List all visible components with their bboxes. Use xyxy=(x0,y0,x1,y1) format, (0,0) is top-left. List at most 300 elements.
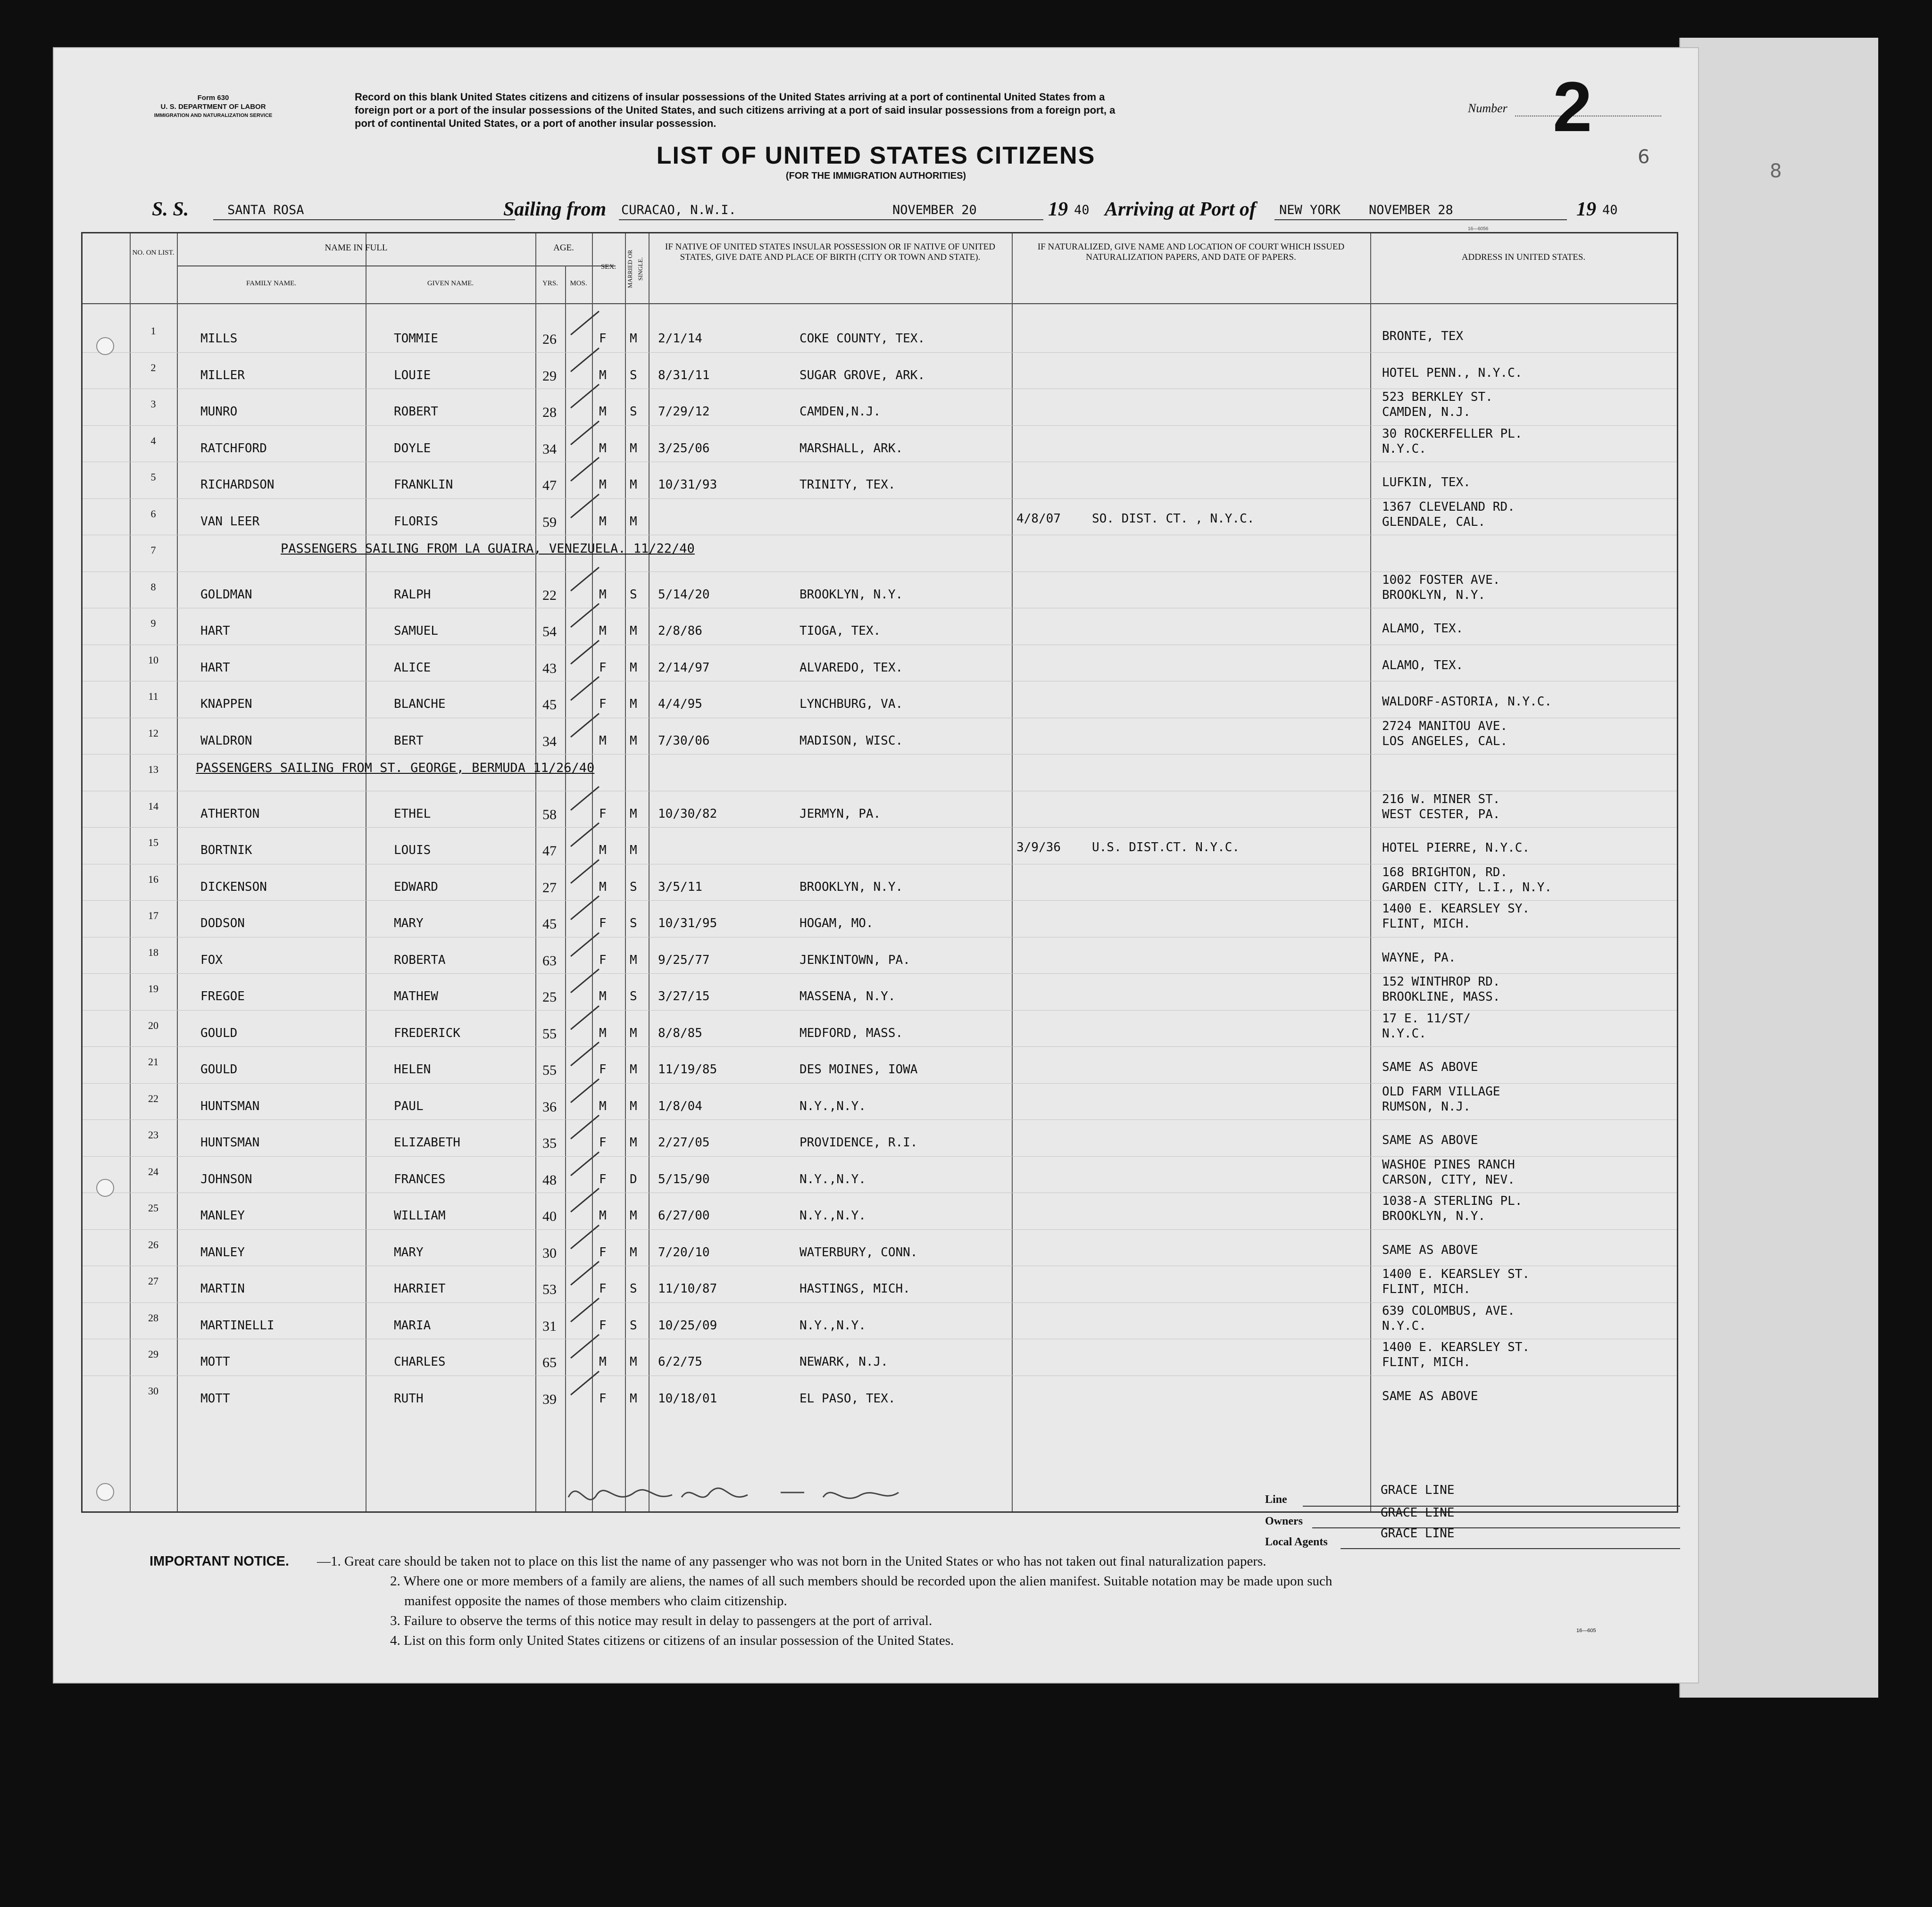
manifest-sheet xyxy=(53,47,1699,1683)
family-name: RICHARDSON xyxy=(200,478,275,492)
record-line-2: foreign port or a port of the insular possessions of the United States, and such citizens arriving at a port of said insular possessions from a foreign port, a xyxy=(355,104,1116,116)
sailing-date-underline xyxy=(871,219,1043,220)
form-number: Form 630 xyxy=(197,94,229,102)
row-divider xyxy=(83,1083,1677,1084)
check-mark xyxy=(568,674,601,703)
age-years: 59 xyxy=(542,514,557,530)
address-line-2: FLINT, MICH. xyxy=(1382,917,1471,931)
row-number: 28 xyxy=(148,1311,158,1324)
birth-date: 2/27/05 xyxy=(658,1136,710,1150)
row-divider xyxy=(83,1010,1677,1011)
age-years: 58 xyxy=(542,806,557,822)
given-name: CHARLES xyxy=(394,1355,446,1369)
given-name: FLORIS xyxy=(394,514,438,529)
notice-item-2-continued: manifest opposite the names of those members who claim citizenship. xyxy=(404,1593,787,1609)
check-mark xyxy=(568,857,601,886)
name-subheader-line xyxy=(177,265,616,266)
header-given-name: GIVEN NAME. xyxy=(427,280,474,287)
address-line-2: N.Y.C. xyxy=(1382,1318,1426,1333)
given-name: ALICE xyxy=(394,660,431,675)
family-name: HUNTSMAN xyxy=(200,1136,260,1150)
age-years: 30 xyxy=(542,1245,557,1261)
sex: M xyxy=(599,368,607,382)
header-no-on-list: NO. ON LIST. xyxy=(132,249,175,257)
family-name: MUNRO xyxy=(200,405,238,419)
sex: F xyxy=(599,953,607,967)
section-heading: PASSENGERS SAILING FROM LA GUAIRA, VENEZUELA. 11/22/40 xyxy=(281,541,695,556)
family-name: GOLDMAN xyxy=(200,587,252,602)
birth-place: MEDFORD, MASS. xyxy=(799,1026,903,1040)
age-years: 47 xyxy=(542,843,557,859)
row-number: 19 xyxy=(148,983,158,995)
given-name: RUTH xyxy=(394,1391,424,1406)
check-mark xyxy=(568,1223,601,1251)
birth-place: CAMDEN,N.J. xyxy=(799,405,881,419)
birth-place: PROVIDENCE, R.I. xyxy=(799,1136,918,1150)
check-mark xyxy=(568,894,601,922)
family-name: MOTT xyxy=(200,1355,230,1369)
given-name: FRANCES xyxy=(394,1172,446,1186)
marital-status: M xyxy=(630,478,637,492)
check-mark xyxy=(568,930,601,959)
naturalization-court: SO. DIST. CT. , N.Y.C. xyxy=(1092,511,1255,526)
given-name: FREDERICK xyxy=(394,1026,460,1040)
birth-place: N.Y.,N.Y. xyxy=(799,1209,866,1223)
notice-item-3: 3. Failure to observe the terms of this notice may result in delay to passengers at the port of arrival. xyxy=(390,1613,933,1628)
arrival-year-prefix: 19 xyxy=(1576,199,1596,220)
sex: M xyxy=(599,624,607,638)
marital-status: M xyxy=(630,1245,637,1260)
row-number: 2 xyxy=(150,361,156,373)
ship-name: SANTA ROSA xyxy=(227,203,304,217)
address-line-1: 17 E. 11/ST/ xyxy=(1382,1011,1471,1026)
sailing-from-underline xyxy=(619,219,902,220)
row-number: 16 xyxy=(148,873,158,885)
binder-hole xyxy=(96,337,114,355)
sex: M xyxy=(599,478,607,492)
birth-date: 3/5/11 xyxy=(658,879,702,894)
row-number: 23 xyxy=(148,1129,158,1141)
given-name: HELEN xyxy=(394,1062,431,1077)
family-name: MANLEY xyxy=(200,1245,245,1260)
age-years: 48 xyxy=(542,1172,557,1188)
arrival-date: NOVEMBER 28 xyxy=(1369,203,1453,217)
address-line-1: SAME AS ABOVE xyxy=(1382,1060,1478,1074)
row-number: 27 xyxy=(148,1275,158,1287)
age-years: 29 xyxy=(542,368,557,384)
age-years: 43 xyxy=(542,660,557,676)
birth-place: N.Y.,N.Y. xyxy=(799,1099,866,1113)
birth-place: LYNCHBURG, VA. xyxy=(799,697,903,711)
row-number: 8 xyxy=(150,580,156,593)
sex: M xyxy=(599,733,607,748)
row-divider xyxy=(83,754,1677,755)
age-years: 36 xyxy=(542,1099,557,1115)
row-number: 20 xyxy=(148,1019,158,1031)
sex: F xyxy=(599,1062,607,1077)
margin-number: 6 xyxy=(1638,146,1650,168)
row-divider xyxy=(83,1229,1677,1230)
birth-place: SUGAR GROVE, ARK. xyxy=(799,368,925,382)
address-line-1: SAME AS ABOVE xyxy=(1382,1389,1478,1403)
sex: M xyxy=(599,587,607,602)
check-mark xyxy=(568,1003,601,1032)
check-mark xyxy=(568,1077,601,1105)
check-mark xyxy=(568,967,601,995)
naturalization-court: U.S. DIST.CT. N.Y.C. xyxy=(1092,840,1240,854)
row-number: 7 xyxy=(150,544,156,556)
birth-place: DES MOINES, IOWA xyxy=(799,1062,918,1077)
row-divider xyxy=(83,1046,1677,1047)
birth-date: 6/27/00 xyxy=(658,1209,710,1223)
birth-place: BROOKLYN, N.Y. xyxy=(799,587,903,602)
row-number: 26 xyxy=(148,1238,158,1251)
marital-status: M xyxy=(630,953,637,967)
given-name: MATHEW xyxy=(394,989,438,1003)
sex: F xyxy=(599,1245,607,1260)
local-agents-underline xyxy=(1341,1548,1680,1549)
check-mark xyxy=(568,419,601,447)
age-years: 34 xyxy=(542,733,557,749)
given-name: BLANCHE xyxy=(394,697,446,711)
header-birth-info: IF NATIVE OF UNITED STATES INSULAR POSSESSION OR IF NATIVE OF UNITED STATES, GIVE DATE AND PLACE OF BIRTH (CITY OR TOWN AND STATE). xyxy=(665,242,995,262)
birth-date: 2/8/86 xyxy=(658,624,702,638)
underlying-page xyxy=(1679,38,1878,1698)
birth-place: EL PASO, TEX. xyxy=(799,1391,896,1406)
birth-date: 10/30/82 xyxy=(658,806,717,821)
sex: M xyxy=(599,514,607,529)
birth-date: 1/8/04 xyxy=(658,1099,702,1113)
sex: M xyxy=(599,989,607,1003)
birth-place: HOGAM, MO. xyxy=(799,916,874,930)
row-number: 13 xyxy=(148,763,158,775)
marital-status: S xyxy=(630,405,637,419)
row-divider xyxy=(83,1119,1677,1120)
address-line-1: 2724 MANITOU AVE. xyxy=(1382,719,1508,733)
ss-label: S. S. xyxy=(152,199,189,220)
row-divider xyxy=(83,1156,1677,1157)
check-mark xyxy=(568,382,601,410)
address-line-1: WASHOE PINES RANCH xyxy=(1382,1157,1515,1172)
given-name: DOYLE xyxy=(394,441,431,456)
sex: F xyxy=(599,1318,607,1333)
header-married-single: MARRIED OR SINGLE. xyxy=(626,249,644,288)
address-line-1: 168 BRIGHTON, RD. xyxy=(1382,865,1508,879)
header-name-in-full: NAME IN FULL xyxy=(325,243,388,253)
family-name: GOULD xyxy=(200,1026,238,1040)
voyage-line xyxy=(53,198,1699,226)
col-divider xyxy=(565,265,566,1511)
marital-status: M xyxy=(630,806,637,821)
birth-place: MADISON, WISC. xyxy=(799,733,903,748)
birth-date: 10/31/93 xyxy=(658,478,717,492)
marital-status: M xyxy=(630,660,637,675)
check-mark xyxy=(568,1332,601,1360)
birth-place: ALVAREDO, TEX. xyxy=(799,660,903,675)
row-divider xyxy=(83,498,1677,499)
family-name: JOHNSON xyxy=(200,1172,252,1186)
birth-date: 10/18/01 xyxy=(658,1391,717,1406)
header-naturalization: IF NATURALIZED, GIVE NAME AND LOCATION OF COURT WHICH ISSUED NATURALIZATION PAPERS, AND DATE OF PAPERS. xyxy=(1037,242,1345,262)
check-mark xyxy=(568,1296,601,1324)
birth-date: 9/25/77 xyxy=(658,953,710,967)
row-number: 29 xyxy=(148,1348,158,1360)
birth-date: 11/10/87 xyxy=(658,1282,717,1296)
marital-status: D xyxy=(630,1172,637,1186)
sex: F xyxy=(599,332,607,346)
sex: M xyxy=(599,843,607,857)
row-number: 12 xyxy=(148,727,158,739)
family-name: FREGOE xyxy=(200,989,245,1003)
birth-place: MARSHALL, ARK. xyxy=(799,441,903,456)
birth-place: WATERBURY, CONN. xyxy=(799,1245,918,1260)
address-line-2: WEST CESTER, PA. xyxy=(1382,807,1500,821)
given-name: ELIZABETH xyxy=(394,1136,460,1150)
row-divider xyxy=(83,973,1677,974)
naturalization-date: 3/9/36 xyxy=(1016,840,1061,854)
birth-date: 5/14/20 xyxy=(658,587,710,602)
family-name: BORTNIK xyxy=(200,843,252,857)
family-name: DICKENSON xyxy=(200,879,267,894)
arrival-year: 40 xyxy=(1602,203,1618,217)
row-number: 24 xyxy=(148,1165,158,1177)
address-line-1: SAME AS ABOVE xyxy=(1382,1133,1478,1147)
address-line-2: LOS ANGELES, CAL. xyxy=(1382,734,1508,748)
row-number: 6 xyxy=(150,507,156,520)
birth-date: 10/31/95 xyxy=(658,916,717,930)
marital-status: M xyxy=(630,733,637,748)
age-years: 35 xyxy=(542,1136,557,1151)
line-value: GRACE LINE xyxy=(1381,1483,1455,1497)
marital-status: M xyxy=(630,1391,637,1406)
address-line-2: GARDEN CITY, L.I., N.Y. xyxy=(1382,880,1552,895)
family-name: MARTIN xyxy=(200,1282,245,1296)
naturalization-date: 4/8/07 xyxy=(1016,511,1061,526)
record-instructions xyxy=(355,91,1444,130)
list-number: 2 xyxy=(1553,67,1592,146)
family-name: VAN LEER xyxy=(200,514,260,529)
age-years: 65 xyxy=(542,1355,557,1370)
birth-place: N.Y.,N.Y. xyxy=(799,1172,866,1186)
local-agents-value: GRACE LINE xyxy=(1381,1526,1455,1541)
address-line-1: BRONTE, TEX xyxy=(1382,329,1464,343)
birth-place: N.Y.,N.Y. xyxy=(799,1318,866,1333)
birth-place: JENKINTOWN, PA. xyxy=(799,953,910,967)
family-name: MILLER xyxy=(200,368,245,382)
arriving-port: NEW YORK xyxy=(1279,203,1341,217)
marital-status: M xyxy=(630,1099,637,1113)
header-yrs: YRS. xyxy=(542,280,558,287)
age-years: 55 xyxy=(542,1026,557,1042)
birth-date: 8/31/11 xyxy=(658,368,710,382)
family-name: KNAPPEN xyxy=(200,697,252,711)
given-name: PAUL xyxy=(394,1099,424,1113)
given-name: RALPH xyxy=(394,587,431,602)
sex: F xyxy=(599,660,607,675)
line-underline xyxy=(1303,1506,1680,1507)
form-identifier xyxy=(133,93,293,120)
marital-status: M xyxy=(630,624,637,638)
address-line-1: WALDORF-ASTORIA, N.Y.C. xyxy=(1382,695,1552,709)
owners-label: Owners xyxy=(1265,1515,1303,1527)
age-years: 40 xyxy=(542,1209,557,1224)
marital-status: M xyxy=(630,843,637,857)
family-name: WALDRON xyxy=(200,733,252,748)
given-name: ETHEL xyxy=(394,806,431,821)
age-years: 53 xyxy=(542,1282,557,1297)
row-number: 14 xyxy=(148,800,158,812)
sailing-date: NOVEMBER 20 xyxy=(892,203,977,217)
check-mark xyxy=(568,821,601,849)
row-number: 18 xyxy=(148,946,158,958)
family-name: MARTINELLI xyxy=(200,1318,275,1333)
family-name: DODSON xyxy=(200,916,245,930)
row-number: 25 xyxy=(148,1202,158,1214)
header-sex: SEX. xyxy=(600,263,616,271)
family-name: FOX xyxy=(200,953,223,967)
birth-place: JERMYN, PA. xyxy=(799,806,881,821)
row-number: 4 xyxy=(150,434,156,447)
given-name: ROBERTA xyxy=(394,953,446,967)
age-years: 55 xyxy=(542,1062,557,1078)
given-name: MARY xyxy=(394,916,424,930)
check-mark xyxy=(568,1040,601,1068)
marital-status: M xyxy=(630,697,637,711)
header-family-name: FAMILY NAME. xyxy=(246,280,296,287)
arriving-label: Arriving at Port of xyxy=(1105,199,1256,220)
check-mark xyxy=(568,309,601,337)
passenger-table xyxy=(81,232,1678,1513)
row-number: 21 xyxy=(148,1056,158,1068)
address-line-1: 30 ROCKERFELLER PL. xyxy=(1382,426,1523,441)
address-line-1: OLD FARM VILLAGE xyxy=(1382,1084,1500,1099)
address-line-1: ALAMO, TEX. xyxy=(1382,622,1464,636)
row-number: 17 xyxy=(148,910,158,921)
address-line-1: 152 WINTHROP RD. xyxy=(1382,975,1500,989)
sex: M xyxy=(599,441,607,456)
row-number: 30 xyxy=(148,1385,158,1397)
birth-date: 11/19/85 xyxy=(658,1062,717,1077)
check-mark xyxy=(568,492,601,520)
birth-date: 2/14/97 xyxy=(658,660,710,675)
birth-place: TIOGA, TEX. xyxy=(799,624,881,638)
marital-status: M xyxy=(630,514,637,529)
address-line-2: BROOKLINE, MASS. xyxy=(1382,990,1500,1004)
address-line-1: WAYNE, PA. xyxy=(1382,950,1456,965)
row-number: 10 xyxy=(148,654,158,666)
birth-place: TRINITY, TEX. xyxy=(799,478,896,492)
record-line-3: port of continental United States, or a port of another insular possession. xyxy=(355,117,716,129)
check-mark xyxy=(568,1186,601,1214)
birth-date: 3/27/15 xyxy=(658,989,710,1003)
page-title: LIST OF UNITED STATES CITIZENS xyxy=(656,142,1096,169)
marital-status: S xyxy=(630,368,637,382)
check-mark xyxy=(568,1150,601,1178)
marital-status: M xyxy=(630,332,637,346)
section-heading: PASSENGERS SAILING FROM ST. GEORGE, BERMUDA 11/26/40 xyxy=(196,761,595,775)
address-line-2: FLINT, MICH. xyxy=(1382,1282,1471,1296)
check-mark xyxy=(568,638,601,666)
sex: M xyxy=(599,879,607,894)
family-name: ATHERTON xyxy=(200,806,260,821)
marital-status: M xyxy=(630,1026,637,1040)
check-mark xyxy=(568,346,601,374)
marital-status: S xyxy=(630,989,637,1003)
address-line-1: 216 W. MINER ST. xyxy=(1382,792,1500,806)
given-name: HARRIET xyxy=(394,1282,446,1296)
notice-heading: IMPORTANT NOTICE. xyxy=(150,1554,289,1569)
row-number: 15 xyxy=(148,837,158,848)
notice-item-2: 2. Where one or more members of a family are aliens, the names of all such members should be recorded upon the alien manifest. Suitable notation may be made upon such xyxy=(390,1574,1332,1589)
page-subtitle: (FOR THE IMMIGRATION AUTHORITIES) xyxy=(785,171,966,181)
given-name: LOUIS xyxy=(394,843,431,857)
address-line-1: HOTEL PENN., N.Y.C. xyxy=(1382,365,1523,380)
birth-date: 3/25/06 xyxy=(658,441,710,456)
birth-date: 5/15/90 xyxy=(658,1172,710,1186)
footer-code: 16—605 xyxy=(1576,1628,1596,1633)
address-line-1: 1367 CLEVELAND RD. xyxy=(1382,499,1515,514)
given-name: BERT xyxy=(394,733,424,748)
sex: M xyxy=(599,1026,607,1040)
sex: M xyxy=(599,1099,607,1113)
row-number: 9 xyxy=(150,617,156,629)
address-line-1: ALAMO, TEX. xyxy=(1382,658,1464,672)
handwritten-signature xyxy=(559,1469,974,1516)
age-years: 28 xyxy=(542,405,557,420)
row-number: 22 xyxy=(148,1092,158,1104)
birth-place: COKE COUNTY, TEX. xyxy=(799,332,925,346)
given-name: MARY xyxy=(394,1245,424,1260)
row-divider xyxy=(83,352,1677,353)
local-agents-label: Local Agents xyxy=(1265,1536,1328,1548)
row-number: 1 xyxy=(150,325,156,337)
address-line-2: GLENDALE, CAL. xyxy=(1382,514,1486,529)
sex: F xyxy=(599,806,607,821)
sex: F xyxy=(599,916,607,930)
birth-date: 10/25/09 xyxy=(658,1318,717,1333)
arriving-underline xyxy=(1274,219,1567,220)
family-name: RATCHFORD xyxy=(200,441,267,456)
sex: F xyxy=(599,1391,607,1406)
check-mark xyxy=(568,565,601,593)
line-label: Line xyxy=(1265,1493,1287,1506)
family-name: MILLS xyxy=(200,332,238,346)
record-line-1: Record on this blank United States citizens and citizens of insular possessions of the United States arriving at a port of continental United States from a xyxy=(355,91,1105,103)
marital-status: S xyxy=(630,1282,637,1296)
address-line-1: HOTEL PIERRE, N.Y.C. xyxy=(1382,841,1530,855)
notice-item-1: —1. Great care should be taken not to place on this list the name of any passenger who was not born in the United States or who has not taken out final naturalization papers. xyxy=(317,1554,1266,1569)
given-name: MARIA xyxy=(394,1318,431,1333)
given-name: ROBERT xyxy=(394,405,438,419)
address-line-1: 523 BERKLEY ST. xyxy=(1382,390,1493,404)
address-line-2: BROOKLYN, N.Y. xyxy=(1382,588,1486,602)
address-line-1: 1002 FOSTER AVE. xyxy=(1382,572,1500,587)
birth-place: NEWARK, N.J. xyxy=(799,1355,888,1369)
check-mark xyxy=(568,1369,601,1397)
address-line-1: 1400 E. KEARSLEY SY. xyxy=(1382,902,1530,916)
age-years: 47 xyxy=(542,478,557,493)
owners-underline xyxy=(1312,1527,1680,1528)
family-name: GOULD xyxy=(200,1062,238,1077)
owners-value: GRACE LINE xyxy=(1381,1506,1455,1520)
given-name: WILLIAM xyxy=(394,1209,446,1223)
marital-status: M xyxy=(630,441,637,456)
header-mos: MOS. xyxy=(570,280,587,287)
family-name: HART xyxy=(200,660,230,675)
given-name: TOMMIE xyxy=(394,332,438,346)
birth-place: BROOKLYN, N.Y. xyxy=(799,879,903,894)
family-name: HART xyxy=(200,624,230,638)
